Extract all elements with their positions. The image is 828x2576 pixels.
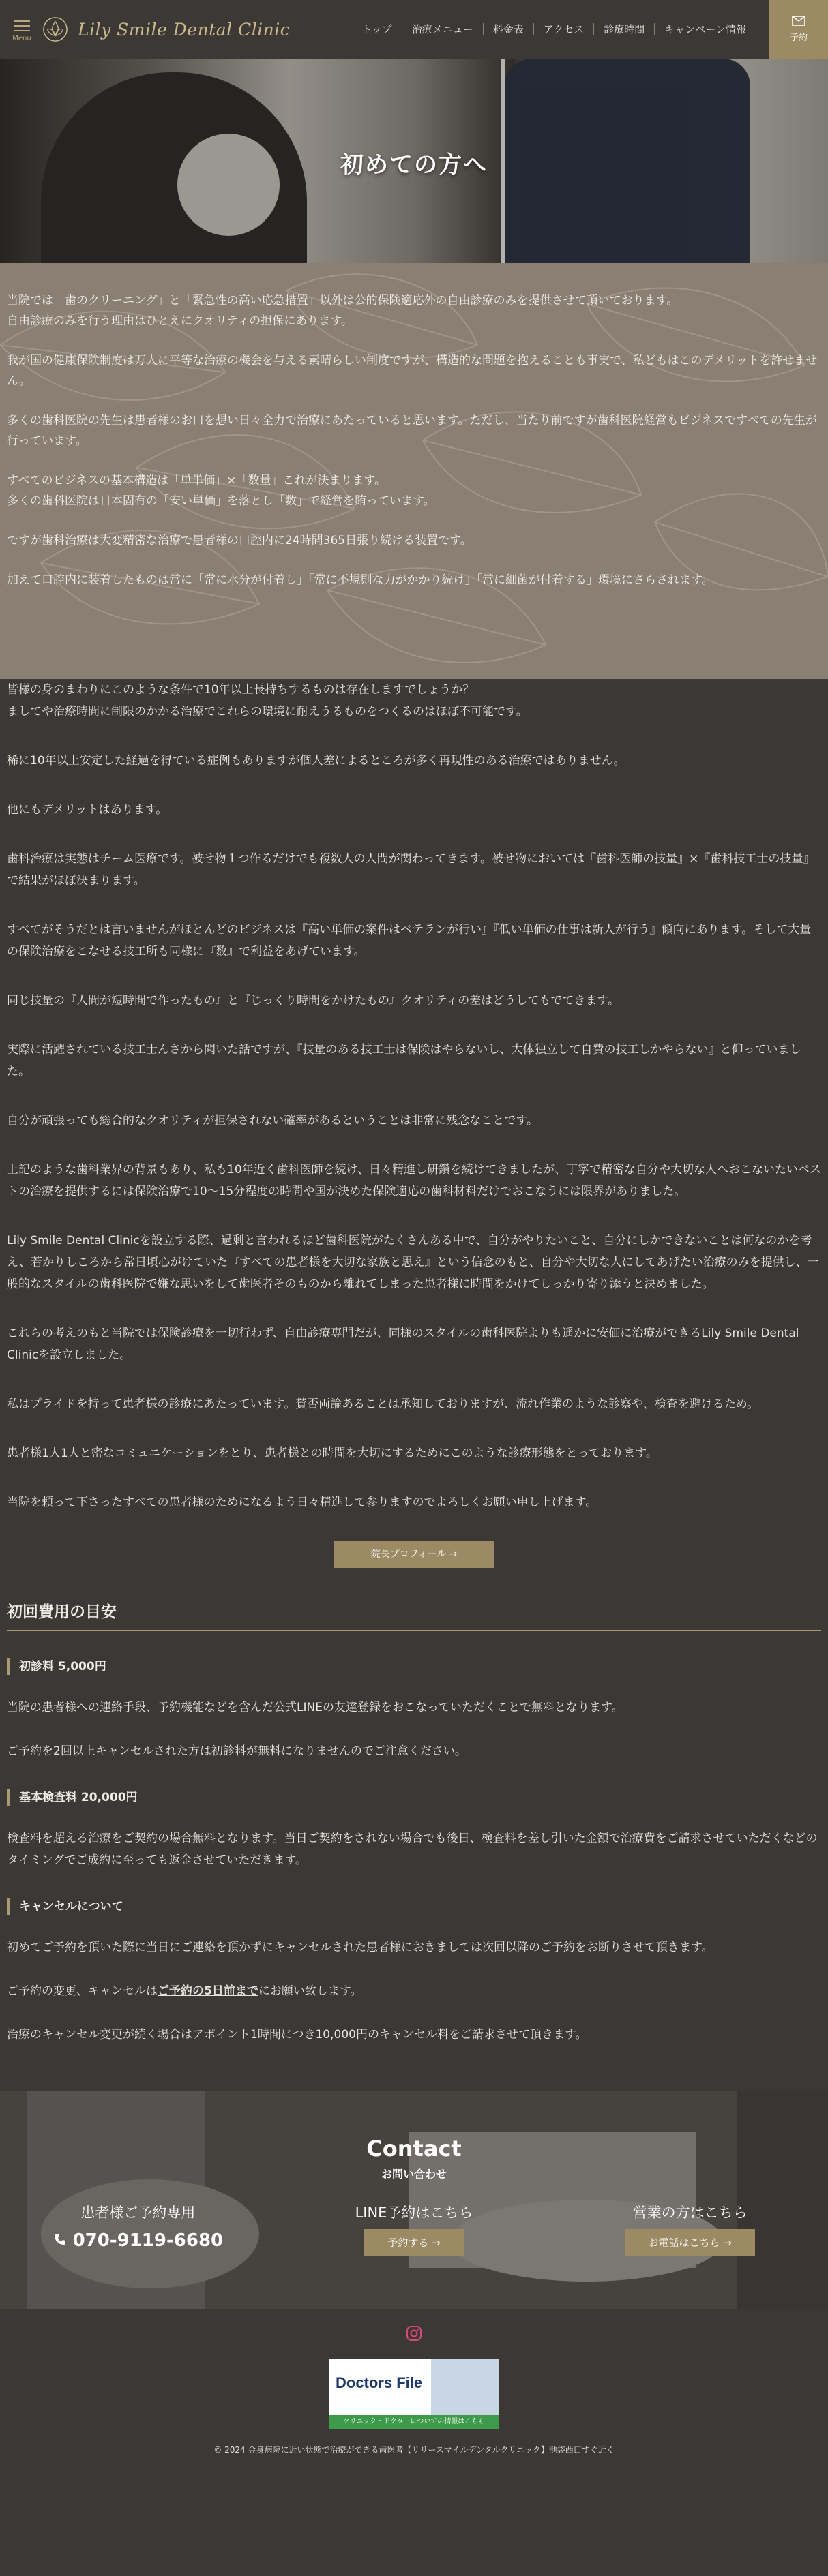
fee-paragraph: ご予約を2回以上キャンセルされた方は初診料が無料になりませんのでご注意ください。: [7, 1744, 467, 1758]
line-reserve-button[interactable]: 予約する →: [364, 2229, 463, 2256]
reserve-label: 予約: [789, 33, 808, 43]
fee-paragraph: 当院の患者様への連絡手段、予約機能などを含んだ公式LINEの友達登録をおこなっていただくことで無料となります。: [7, 1701, 623, 1714]
hamburger-icon: [14, 20, 30, 31]
copyright: © 2024 金身病院に近い状態で治療ができる歯医者【リリースマイルデンタルクリニック】池袋西口すぐ近く: [213, 2445, 615, 2455]
business-label: 営業の方はこちら: [632, 2204, 748, 2221]
main-paragraph: 当院を頼って下さったすべての患者様のためになるよう日々精進して参りますのでよろしくお願い申し上げます。: [7, 1496, 597, 1509]
line-label: LINE予約はこちら: [355, 2204, 473, 2221]
contact-line-block: [276, 2202, 552, 2256]
doctors-file-bar: クリニック・ドクターについての情報はこちら: [329, 2415, 499, 2429]
fees-section-title: 初回費用の目安: [7, 1588, 821, 1631]
main-nav: [352, 23, 756, 35]
fee-heading-initial: 初診料 5,000円: [7, 1658, 821, 1675]
contact-section: [0, 2091, 828, 2309]
main-paragraph: 他にもデメリットはあります。: [7, 803, 168, 817]
page-title: 初めての方へ: [340, 151, 488, 179]
main-paragraph: 自分が頑張っても総合的なクオリティが担保されない確率があるということは非常に残念なことです。: [7, 1114, 538, 1127]
main-paragraph: 上記のような歯科業界の背景もあり、私も10年近く歯科医師を続け、日々精進し研鑽を続けてきましたが、丁寧で精密な自分や大切な人へおこないたいベストの治療を提供するには保険治療で10〜15分程度の時間や国が決めた保険適応の歯科材料だけでおこなうには限界がありました。: [7, 1163, 821, 1198]
fees-section: [0, 1658, 828, 2046]
business-phone-button[interactable]: お電話はこちら →: [625, 2229, 755, 2256]
menu-label: Menu: [12, 34, 31, 42]
main-paragraph: 歯科治療は実態はチーム医療です。被せ物１つ作るだけでも複数人の人間が関わってきます。被せ物においては『歯科医師の技量』×『歯科技工士の技量』で結果がほぼ決まります。: [7, 852, 815, 888]
fee-heading-cancel: キャンセルについて: [7, 1898, 821, 1915]
nav-treatment-menu[interactable]: 治療メニュー: [402, 23, 483, 35]
menu-button[interactable]: [10, 17, 34, 42]
intro-paragraph: 多くの歯科医院の先生は患者様のお口を想い日々全力で治療にあたっていると思います。ただし、当たり前ですが歯科医院経営もビジネスですべての先生が行っています。: [7, 414, 817, 448]
cancel-deadline-highlight: ご予約の5日前まで: [158, 1984, 258, 1998]
main-paragraph: 皆様の身のまわりにこのような条件で10年以上長持ちするものは存在しますでしょうか？ ましてや治療時間に制限のかかる治療でこれらの環境に耐えうるものをつくるのはほぼ不可能です。: [7, 683, 528, 718]
main-paragraph: 同じ技量の『人間が短時間で作ったもの』と『じっくり時間をかけたもの』クオリティの差はどうしてもでてきます。: [7, 994, 619, 1007]
main-paragraph: 実際に活躍されている技工士んさから聞いた話ですが、『技量のある技工士は保険はやらないし、大体独立して自費の技工しかやらない』と仰っていました。: [7, 1043, 801, 1078]
intro-paragraph: 当院では「歯のクリーニング」と「緊急性の高い応急措置」以外は公的保険適応外の自由診療のみを提供させて頂いております。 自由診療のみを行う理由はひとえにクオリティの担保にあります。: [7, 294, 679, 328]
fee-paragraph: 検査料を超える治療をご契約の場合無料となります。当日ご契約をされない場合でも後日、検査料を差し引いた金額で治療費をご請求させていただくなどのタイミングでご成約に至っても返金させていただきます。: [7, 1832, 818, 1867]
fee-heading-exam: 基本検査料 20,000円: [7, 1789, 821, 1806]
nav-price-list[interactable]: 料金表: [483, 23, 533, 35]
nav-campaign[interactable]: キャンペーン情報: [654, 23, 756, 35]
nav-access[interactable]: アクセス: [533, 23, 594, 35]
phone-number-link[interactable]: 070-9119-6680: [0, 2230, 276, 2251]
main-text-section: [0, 679, 828, 1568]
nav-hours[interactable]: 診療時間: [593, 23, 654, 35]
hero-banner: [0, 59, 828, 263]
site-footer: [0, 2309, 828, 2468]
site-header: [0, 0, 828, 59]
lily-logo-icon: [42, 16, 68, 42]
main-paragraph: Lily Smile Dental Clinicを設立する際、過剰と言われるほど歯科医院がたくさんある中で、自分がやりたいこと、自分にしかできないことは何なのかを考え、若かりしころから常日頃心がけていた『すべての患者様を大切な家族と思え』という信念のもと、自分や大切な人にしてあげたい治療のみを提供し、一般的なスタイルの歯科医院で嫌な思いをして歯医者そのものから離れてしまった患者様に時間をかけてしっかり寄り添うと決めました。: [7, 1234, 819, 1291]
main-paragraph: 稀に10年以上安定した経過を得ている症例もありますが個人差によるところが多く再現性のある治療ではありません。: [7, 754, 625, 768]
cancel-deadline-paragraph: ご予約の変更、キャンセルはご予約の5日前までにお願い致します。: [7, 1984, 362, 1998]
intro-paragraph: 加えて口腔内に装着したものは常に「常に水分が付着し」「常に不規則な力がかかり続け」「常に細菌が付着する」環境にさらされます。: [7, 573, 713, 587]
contact-subtitle: お問い合わせ: [381, 2168, 447, 2181]
logo[interactable]: [42, 16, 290, 42]
phone-icon: [53, 2232, 67, 2246]
cancel-fee-paragraph: 治療のキャンセル変更が続く場合はアポイント1時間につき10,000円のキャンセル料をご請求させて頂きます。: [7, 2028, 587, 2042]
intro-paragraph: 我が国の健康保険制度は万人に平等な治療の機会を与える素晴らしい制度ですが、構造的な問題を抱えることも事実で、私どもはこのデメリットを許せません。: [7, 354, 818, 388]
fee-paragraph: 初めてご予約を頂いた際に当日にご連絡を頂かずにキャンセルされた患者様におきましては次回以降のご予約をお断りさせて頂きます。: [7, 1941, 713, 1954]
contact-title: Contact: [366, 2136, 462, 2162]
intro-paragraph: ですが歯科治療は大変精密な治療で患者様の口腔内に24時間365日張り続ける装置です。: [7, 534, 472, 547]
contact-business-block: [552, 2202, 828, 2256]
director-profile-button[interactable]: 院長プロフィール →: [334, 1541, 494, 1568]
logo-text: Lily Smile Dental Clinic: [78, 19, 291, 40]
reserve-button[interactable]: [769, 0, 828, 59]
main-paragraph: 私はプライドを持って患者様の診療にあたっています。賛否両論あることは承知しておりますが、流れ作業のような診察や、検査を避けるため。: [7, 1397, 759, 1411]
main-paragraph: すべてがそうだとは言いませんがほとんどのビジネスは『高い単価の案件はベテランが行い』『低い単価の仕事は新人が行う』傾向にあります。そして大量の保険治療をこなせる技工所も同様に『数』で利益をあげています。: [7, 923, 812, 958]
main-paragraph: これらの考えのもと当院では保険診療を一切行わず、自由診療専門だが、同様のスタイルの歯科医院よりも遥かに安価に治療ができるLily Smile Dental Clinicを設立しました。: [7, 1327, 799, 1362]
mail-icon: [792, 16, 805, 26]
doctors-file-banner[interactable]: [329, 2359, 499, 2429]
doctors-file-title: Doctors File: [336, 2374, 423, 2391]
intro-section: [0, 263, 828, 679]
contact-phone-block: [0, 2202, 276, 2256]
intro-paragraph: すべてのビジネスの基本構造は「単単価」×「数量」これが決まります。 多くの歯科医院は日本固有の「安い単価」を落とし「数」で経営を賄っています。: [7, 474, 435, 508]
instagram-link[interactable]: [406, 2325, 422, 2344]
instagram-icon: [406, 2325, 422, 2342]
main-paragraph: 患者様1人1人と密なコミュニケーションをとり、患者様との時間を大切にするためにこのような診療形態をとっております。: [7, 1446, 657, 1460]
nav-top[interactable]: トップ: [361, 23, 392, 35]
phone-label: 患者様ご予約専用: [80, 2204, 196, 2221]
doctor-photo: [431, 2359, 499, 2415]
